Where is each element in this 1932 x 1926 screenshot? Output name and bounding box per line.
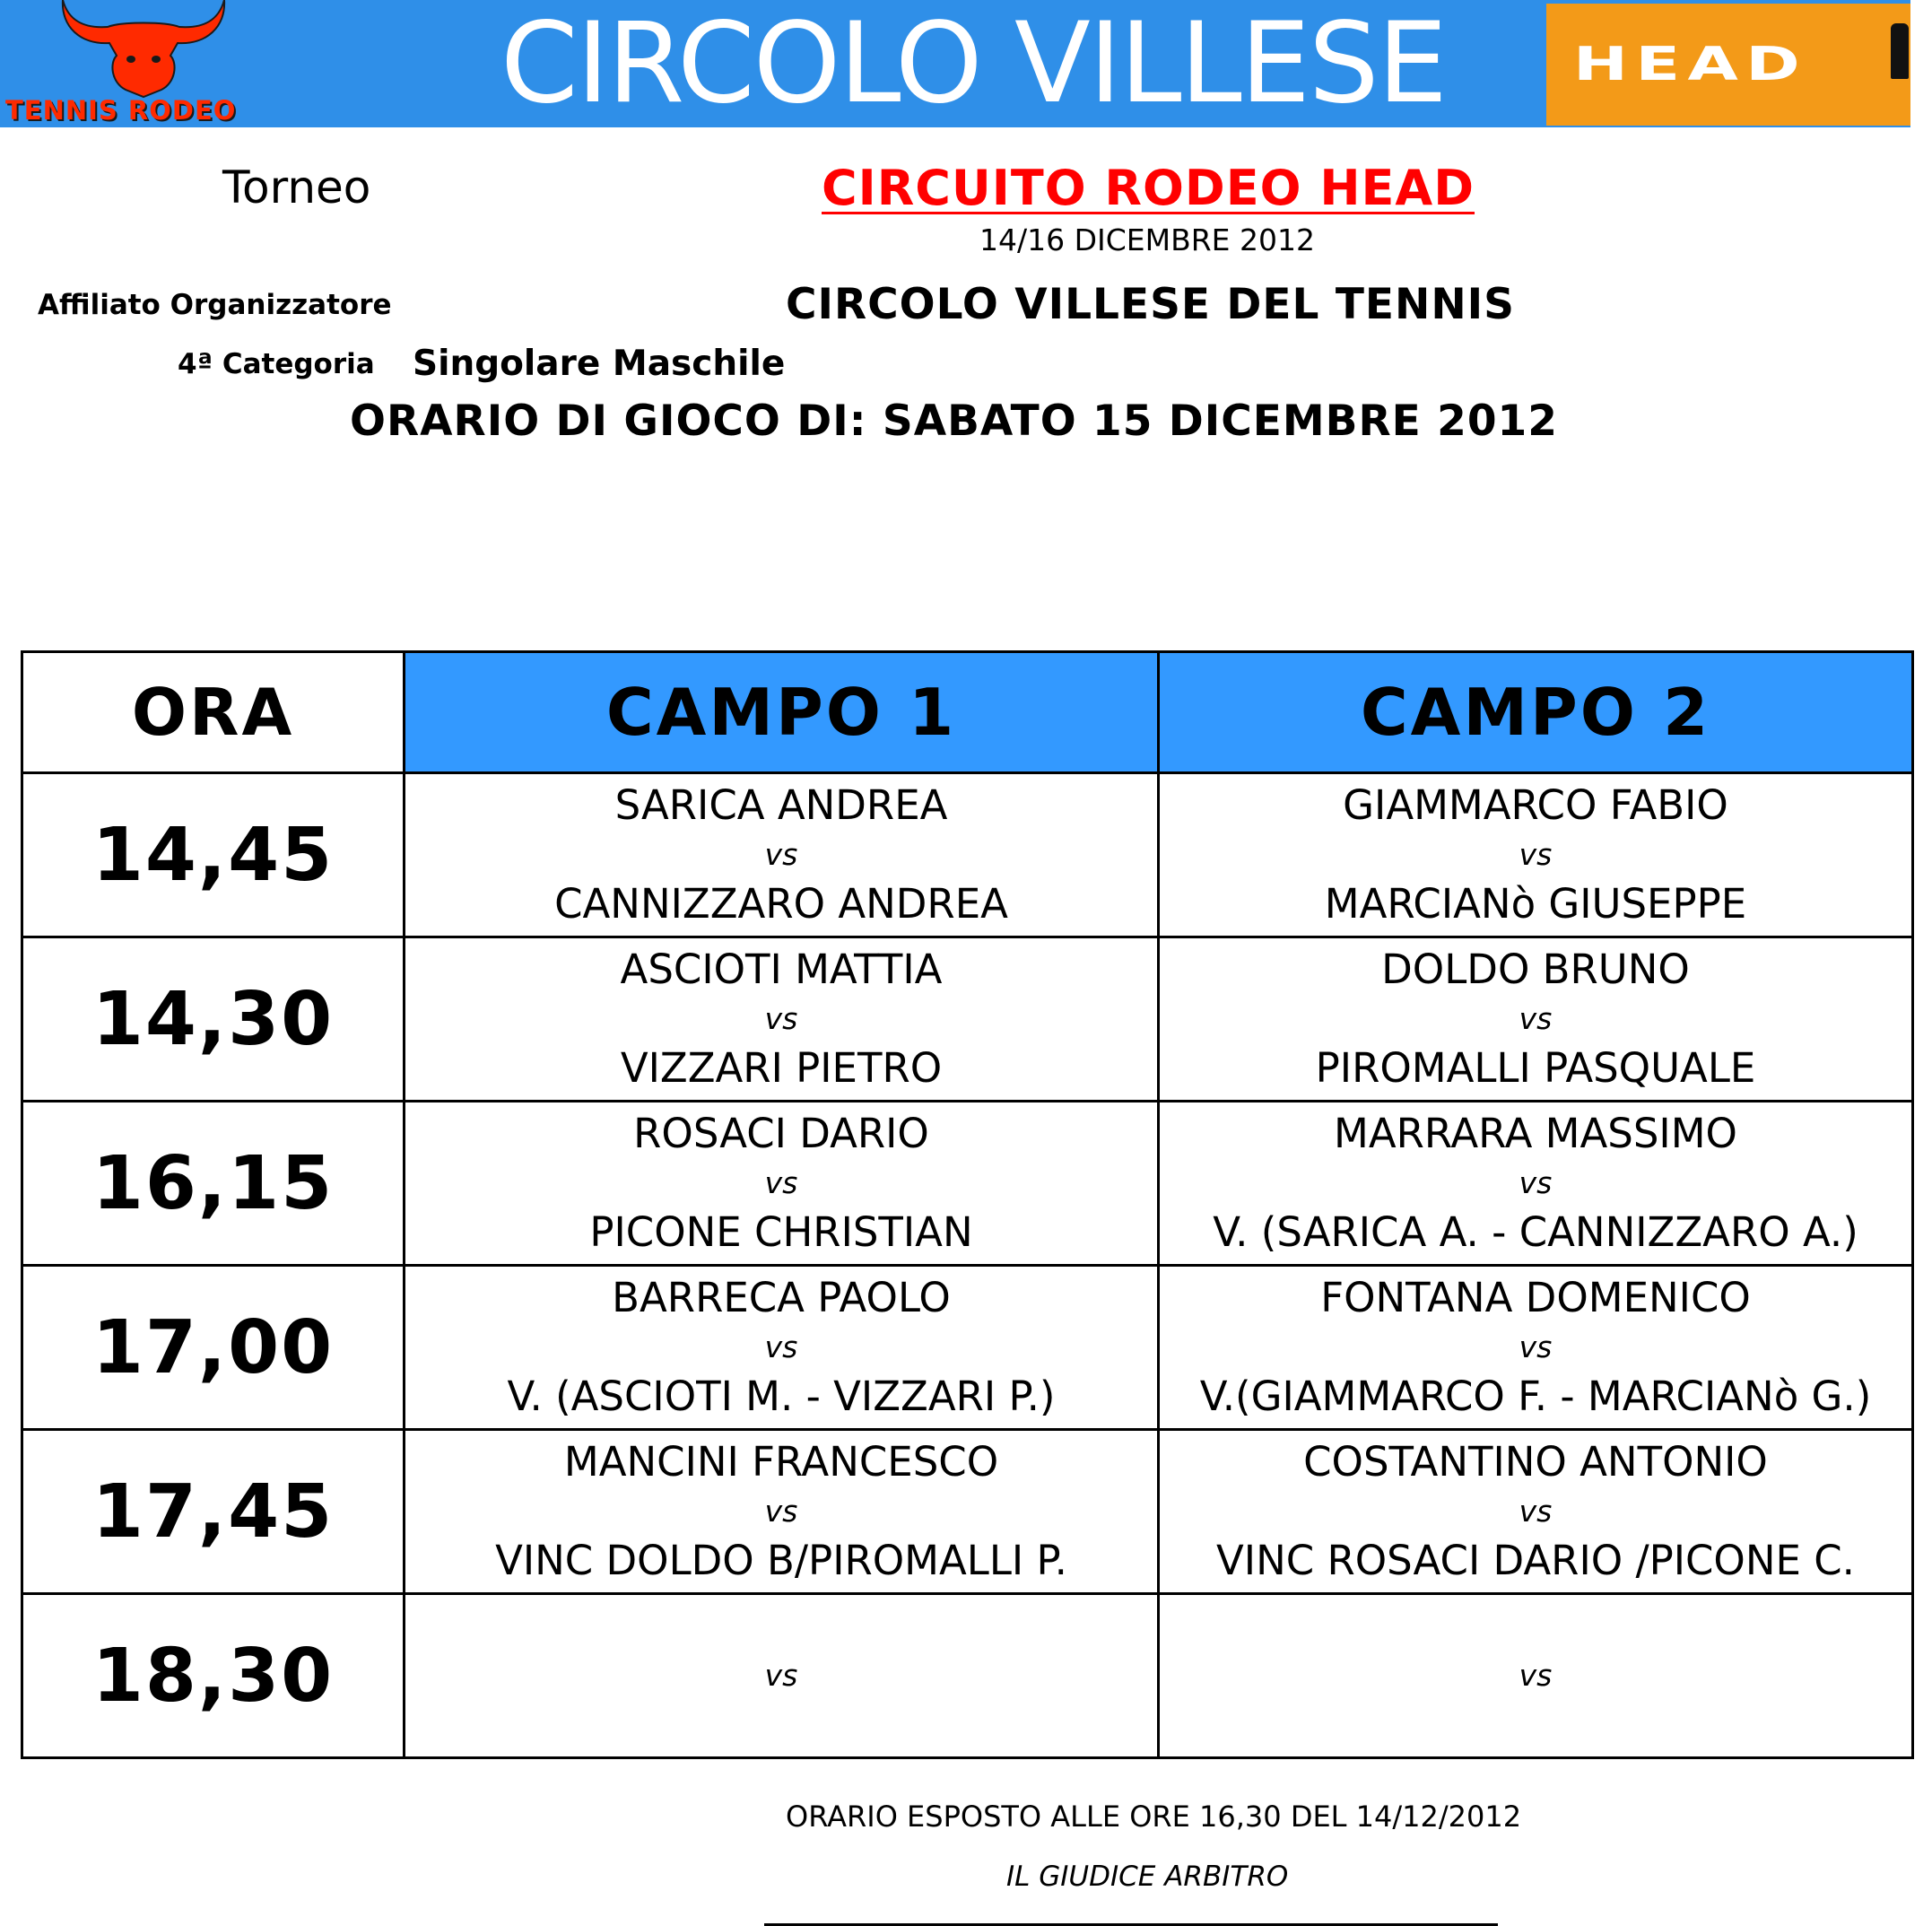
affiliato-label: Affiliato Organizzatore xyxy=(38,289,392,321)
torneo-label: Torneo xyxy=(222,161,371,214)
player-1: COSTANTINO ANTONIO xyxy=(1303,1438,1768,1486)
player-1: ASCIOTI MATTIA xyxy=(620,946,943,993)
match-time: 17,00 xyxy=(22,1266,405,1430)
tournament-dates: 14/16 DICEMBRE 2012 xyxy=(979,222,1315,257)
head-logo-text: HEAD xyxy=(1573,38,1808,92)
player-1: FONTANA DOMENICO xyxy=(1320,1274,1751,1321)
categoria-label: 4ª Categoria xyxy=(178,348,375,380)
table-row xyxy=(22,1594,1913,1758)
match-cell-campo-2 xyxy=(1159,773,1913,937)
player-1: GIAMMARCO FABIO xyxy=(1343,781,1728,829)
signature-label: IL GIUDICE ARBITRO xyxy=(1006,1861,1289,1893)
tournament-name: CIRCUITO RODEO HEAD xyxy=(822,160,1475,216)
vs-label: vs xyxy=(764,1165,798,1200)
header-campo-2: CAMPO 2 xyxy=(1159,652,1913,773)
vs-label: vs xyxy=(1519,1329,1553,1364)
match-cell-campo-1 xyxy=(405,937,1159,1102)
tennis-rodeo-logo-text: TENNIS RODEO xyxy=(5,95,237,126)
bull-head-icon xyxy=(54,0,233,99)
match-cell-campo-2 xyxy=(1159,1594,1913,1758)
vs-label: vs xyxy=(764,1658,798,1693)
match-time: 16,15 xyxy=(22,1102,405,1266)
header-banner xyxy=(0,0,1910,127)
player-1: DOLDO BRUNO xyxy=(1381,946,1690,993)
table-row xyxy=(22,1266,1913,1430)
player-2: V.(GIAMMARCO F. - MARCIANò G.) xyxy=(1199,1373,1872,1420)
table-row xyxy=(22,773,1913,937)
page-title: CIRCOLO VILLESE xyxy=(500,0,1446,128)
match-cell-campo-1 xyxy=(405,1594,1159,1758)
match-cell-campo-1 xyxy=(405,773,1159,937)
match-time: 17,45 xyxy=(22,1430,405,1594)
schedule-title: ORARIO DI GIOCO DI: SABATO 15 DICEMBRE 2012 xyxy=(350,397,1558,446)
vs-label: vs xyxy=(1519,1658,1553,1693)
player-2: VIZZARI PIETRO xyxy=(620,1044,943,1092)
match-cell-campo-2 xyxy=(1159,1266,1913,1430)
player-2: CANNIZZARO ANDREA xyxy=(554,880,1008,928)
header-ora: ORA xyxy=(22,652,405,773)
vs-label: vs xyxy=(764,1494,798,1529)
match-cell-campo-1 xyxy=(405,1102,1159,1266)
player-2: V. (SARICA A. - CANNIZZARO A.) xyxy=(1213,1208,1858,1256)
vs-label: vs xyxy=(764,1001,798,1036)
vs-label: vs xyxy=(1519,1494,1553,1529)
player-2: PICONE CHRISTIAN xyxy=(589,1208,973,1256)
head-brand-icon xyxy=(1891,23,1909,79)
table-row xyxy=(22,1102,1913,1266)
schedule-table xyxy=(21,650,1914,1759)
match-time: 18,30 xyxy=(22,1594,405,1758)
posted-note: ORARIO ESPOSTO ALLE ORE 16,30 DEL 14/12/2012 xyxy=(786,1800,1522,1834)
match-cell-campo-2 xyxy=(1159,1102,1913,1266)
tennis-rodeo-logo xyxy=(0,0,296,127)
match-time: 14,30 xyxy=(22,937,405,1102)
match-time: 14,45 xyxy=(22,773,405,937)
head-logo xyxy=(1546,4,1910,126)
player-2: PIROMALLI PASQUALE xyxy=(1315,1044,1756,1092)
vs-label: vs xyxy=(1519,1001,1553,1036)
player-1: BARRECA PAOLO xyxy=(612,1274,951,1321)
player-2: VINC DOLDO B/PIROMALLI P. xyxy=(495,1537,1067,1584)
player-2: V. (ASCIOTI M. - VIZZARI P.) xyxy=(507,1373,1056,1420)
player-2: MARCIANò GIUSEPPE xyxy=(1324,880,1747,928)
player-2: VINC ROSACI DARIO /PICONE C. xyxy=(1216,1537,1855,1584)
affiliato-value: CIRCOLO VILLESE DEL TENNIS xyxy=(786,280,1515,329)
table-row xyxy=(22,1430,1913,1594)
match-cell-campo-2 xyxy=(1159,937,1913,1102)
player-1: MANCINI FRANCESCO xyxy=(563,1438,999,1486)
table-row xyxy=(22,937,1913,1102)
header-campo-1: CAMPO 1 xyxy=(405,652,1159,773)
player-1: MARRARA MASSIMO xyxy=(1334,1110,1737,1157)
vs-label: vs xyxy=(1519,837,1553,872)
categoria-value: Singolare Maschile xyxy=(413,344,786,384)
vs-label: vs xyxy=(764,837,798,872)
match-cell-campo-2 xyxy=(1159,1430,1913,1594)
match-cell-campo-1 xyxy=(405,1266,1159,1430)
match-cell-campo-1 xyxy=(405,1430,1159,1594)
player-1: ROSACI DARIO xyxy=(633,1110,929,1157)
vs-label: vs xyxy=(1519,1165,1553,1200)
vs-label: vs xyxy=(764,1329,798,1364)
player-1: SARICA ANDREA xyxy=(614,781,948,829)
table-header-row xyxy=(22,652,1913,773)
